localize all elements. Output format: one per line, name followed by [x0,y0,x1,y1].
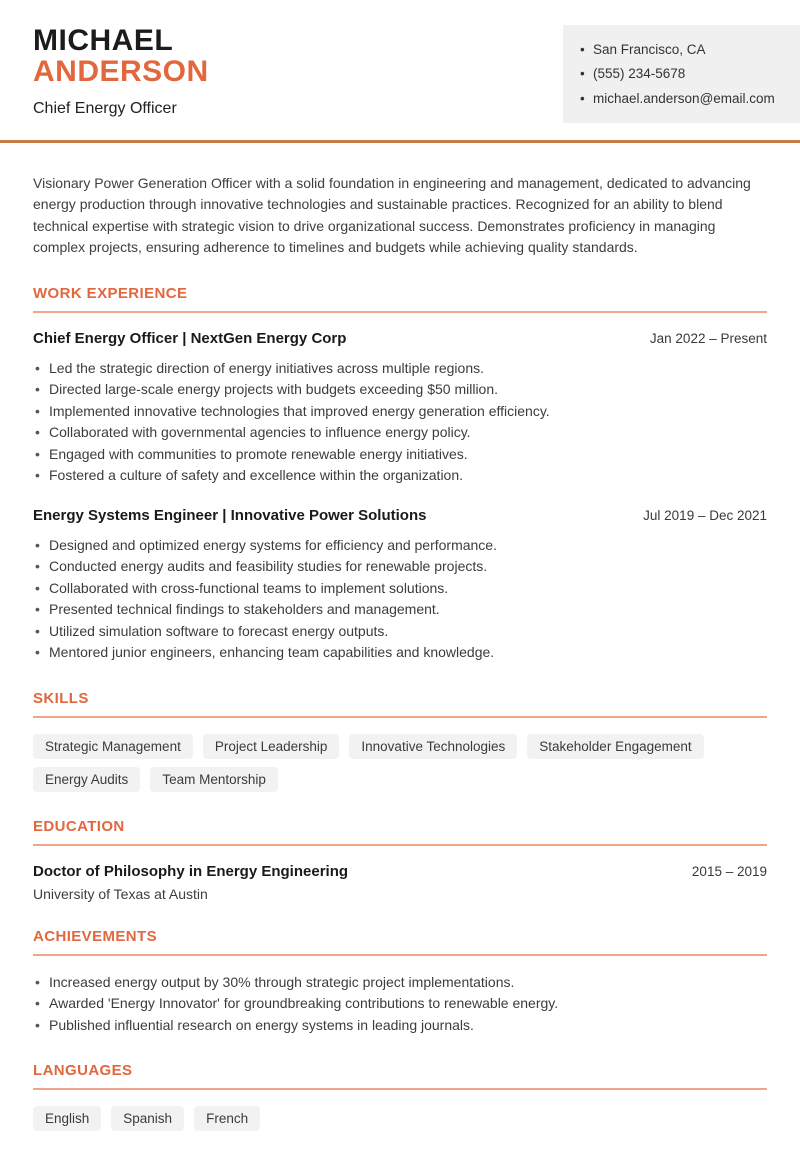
language-chip: English [33,1106,101,1131]
skill-chip: Innovative Technologies [349,734,517,759]
job-head [33,507,767,524]
job-bullet: • Utilized simulation software to forecast energy outputs. [33,621,767,643]
resume-content [0,173,800,1171]
job-bullet: • Conducted energy audits and feasibility studies for renewable projects. [33,556,767,578]
job-head [33,330,767,347]
section-title-skills: SKILLS [33,690,767,718]
job-bullet: • Engaged with communities to promote renewable energy initiatives. [33,444,767,466]
section-education [33,818,767,902]
skill-chip: Strategic Management [33,734,193,759]
skill-chip-list [33,734,767,792]
section-title-education: EDUCATION [33,818,767,846]
name-block [33,25,209,118]
job-dates: Jan 2022 – Present [649,330,767,346]
job-entry [33,330,767,487]
skill-chip: Energy Audits [33,767,140,792]
section-work-experience [33,285,767,664]
education-entry [33,863,767,902]
contact-item-email: • michael.anderson@email.com [580,86,790,111]
headline: Chief Energy Officer [33,100,177,117]
job-bullet: • Led the strategic direction of energy initiatives across multiple regions. [33,358,767,380]
achievement-list [33,972,767,1037]
language-chip-list [33,1106,767,1131]
job-title: Chief Energy Officer | NextGen Energy Corp [33,329,347,347]
section-title-achievements: ACHIEVEMENTS [33,928,767,956]
job-bullet: • Directed large-scale energy projects with budgets exceeding $50 million. [33,379,767,401]
section-title-languages: LANGUAGES [33,1062,767,1090]
degree-title: Doctor of Philosophy in Energy Engineering [33,862,349,880]
job-bullet: • Mentored junior engineers, enhancing team capabilities and knowledge. [33,642,767,664]
candidate-name [33,25,209,87]
contact-card [563,25,800,123]
contact-item-phone: • (555) 234-5678 [580,62,790,87]
language-chip: Spanish [111,1106,184,1131]
contact-list [580,37,790,111]
section-skills [33,690,767,792]
skill-chip: Project Leadership [203,734,340,759]
summary-text: Visionary Power Generation Officer with a solid foundation in engineering and management, dedicated to advancing energy production through innovative technologies and sustainable practices. Recognized for an ability to blend technical expertise with strategic vision to drive organizational success. Demonstrates proficiency in managing complex projects, ensuring adherence to timelines and budgets while achieving quality standards. [33,174,751,256]
education-dates: 2015 – 2019 [691,863,767,879]
job-bullet: • Collaborated with governmental agencies to influence energy policy. [33,422,767,444]
header-divider [0,140,800,143]
skill-chip: Team Mentorship [150,767,278,792]
job-bullet: • Designed and optimized energy systems for efficiency and performance. [33,535,767,557]
education-head [33,863,767,880]
section-title-work: WORK EXPERIENCE [33,285,767,313]
contact-item-location: • San Francisco, CA [580,37,790,62]
language-chip: French [194,1106,260,1131]
job-title: Energy Systems Engineer | Innovative Power Solutions [33,506,427,524]
achievement-bullet: • Increased energy output by 30% through strategic project implementations. [33,972,767,994]
job-bullet: • Presented technical findings to stakeholders and management. [33,599,767,621]
achievement-bullet: • Published influential research on energy systems in leading journals. [33,1015,767,1037]
job-entry [33,507,767,664]
resume-header [0,0,800,123]
first-name: MICHAEL [33,24,174,57]
last-name: ANDERSON [33,55,209,88]
job-bullet: • Implemented innovative technologies that improved energy generation efficiency. [33,401,767,423]
skill-chip: Stakeholder Engagement [527,734,703,759]
job-dates: Jul 2019 – Dec 2021 [643,507,767,523]
school-name: University of Texas at Austin [33,885,208,902]
job-bullet-list [33,535,767,664]
section-achievements [33,928,767,1037]
section-languages [33,1062,767,1131]
achievement-bullet: • Awarded 'Energy Innovator' for groundbreaking contributions to renewable energy. [33,993,767,1015]
job-bullet-list [33,358,767,487]
job-bullet: • Fostered a culture of safety and excellence within the organization. [33,465,767,487]
job-bullet: • Collaborated with cross-functional teams to implement solutions. [33,578,767,600]
